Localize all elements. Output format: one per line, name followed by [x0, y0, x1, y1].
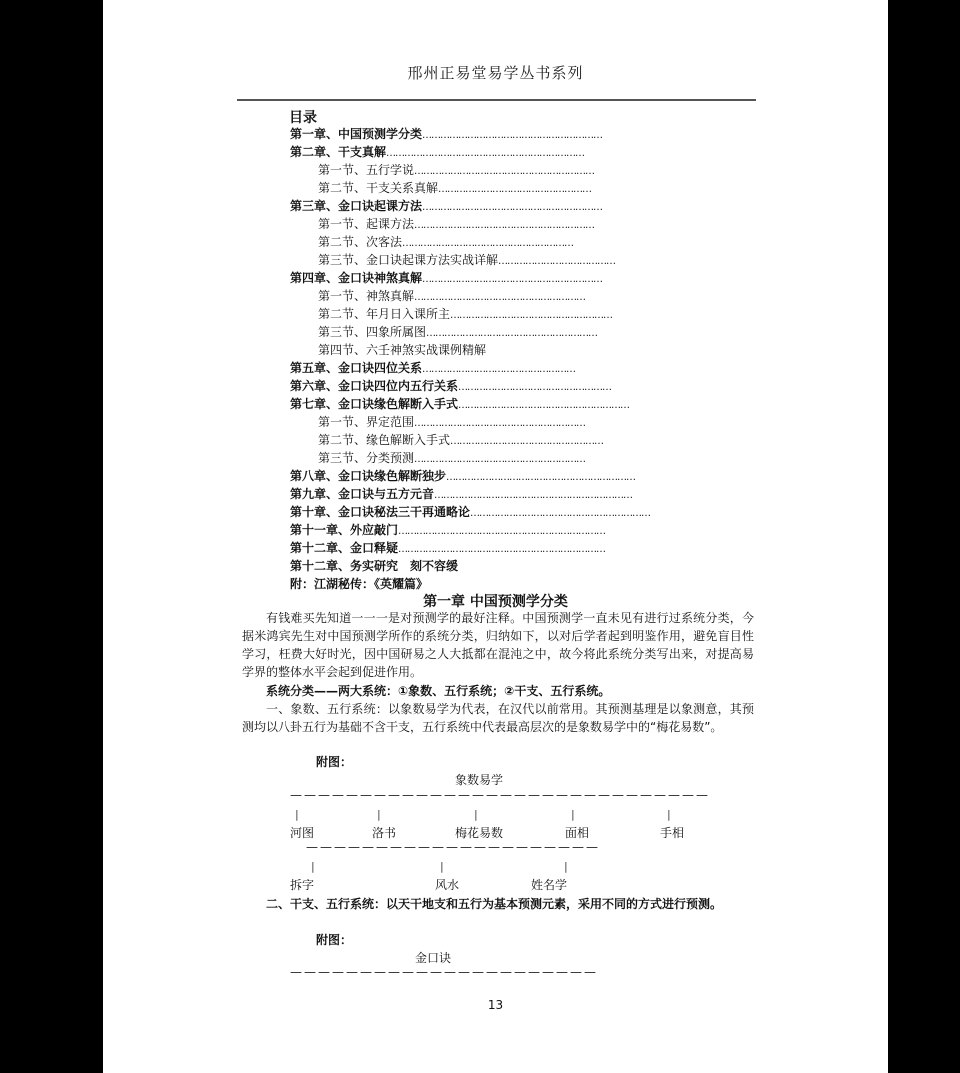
- toc-entry-label: 第四节、六壬神煞实战课例精解: [318, 343, 487, 357]
- toc-entry-label: 第七章、金口诀缘色解断入手式: [290, 397, 459, 411]
- paragraph-system-classes: 系统分类——两大系统：①象数、五行系统；②干支、五行系统。: [266, 684, 611, 698]
- toc-entry-leader: ……………………………………………………: [414, 220, 595, 231]
- toc-entry-leader: …………………………………: [498, 256, 616, 267]
- toc-entry: [318, 306, 612, 324]
- toc-entry-label: 第三章、金口诀起课方法: [290, 199, 423, 213]
- toc-entry-leader: …………………………………………………: [458, 400, 630, 411]
- document-page: [103, 0, 888, 1073]
- chapter-title: 第一章 中国预测学分类: [423, 594, 568, 610]
- toc-entry-leader: …………………………………………………………: [386, 148, 585, 159]
- figure1-branch: |: [474, 808, 478, 821]
- toc-entry-label: 第九章、金口诀与五方元音: [290, 487, 435, 501]
- figure1-branch: |: [571, 808, 575, 821]
- figure1-branch: |: [295, 808, 299, 821]
- toc-entry-label: 第二节、次客法: [318, 235, 403, 249]
- figure1-node: 洛书: [372, 826, 397, 840]
- toc-entry-label: 第一节、五行学说: [318, 163, 415, 177]
- toc-entry-leader: …………………………………………………: [402, 238, 574, 249]
- figure1-branch: |: [564, 860, 568, 873]
- toc-entry: [290, 144, 584, 162]
- toc-entry: [318, 216, 594, 234]
- toc-entry: [290, 576, 428, 592]
- toc-entry: [290, 396, 629, 414]
- toc-entry-leader: …………………………………………………: [414, 454, 586, 465]
- toc-entry: [290, 270, 602, 288]
- toc-entry: [290, 378, 611, 396]
- toc-entry: [318, 432, 603, 450]
- toc-entry-label: 第四章、金口诀神煞真解: [290, 271, 423, 285]
- figure1-branch: |: [311, 860, 315, 873]
- toc-entry-leader: ………………………………………………: [450, 310, 613, 321]
- toc-entry-label: 第三节、四象所属图: [318, 325, 427, 339]
- toc-entry: [290, 504, 650, 522]
- figure1-node: 拆字: [290, 878, 315, 892]
- figure1-branch: |: [440, 860, 444, 873]
- toc-entry-label: 第五章、金口诀四位关系: [290, 361, 423, 375]
- figure2-root: 金口诀: [415, 951, 452, 965]
- toc-entry: [290, 558, 458, 574]
- toc-entry: [290, 126, 602, 144]
- toc-entry-leader: ……………………………………………: [458, 382, 612, 393]
- toc-entry-label: 第三节、金口诀起课方法实战详解: [318, 253, 499, 267]
- toc-entry-label: 附：江湖秘传：《英耀篇》: [290, 577, 429, 591]
- figure1-node: 风水: [435, 878, 460, 892]
- toc-entry-label: 第二章、干支真解: [290, 145, 387, 159]
- toc-entry-label: 第二节、缘色解断入手式: [318, 433, 451, 447]
- toc-entry: [290, 198, 602, 216]
- figure1-node: 手相: [660, 826, 685, 840]
- figure1-connector-line-2: —————————————————————: [306, 840, 600, 854]
- figure1-branch: |: [667, 808, 671, 821]
- toc-entry-leader: …………………………………………………………: [434, 490, 633, 501]
- toc-entry: [318, 450, 585, 468]
- toc-entry: [290, 468, 635, 486]
- toc-entry: [318, 162, 594, 180]
- figure2-connector-line: ——————————————————————: [290, 965, 598, 979]
- toc-entry-label: 第三节、分类预测: [318, 451, 415, 465]
- paragraph-ganzhi-system-text: 二、干支、五行系统：以天干地支和五行为基本预测元素，采用不同的方式进行预测。: [266, 897, 723, 911]
- toc-entry: [318, 252, 615, 270]
- toc-entry-label: 第八章、金口诀缘色解断独步: [290, 469, 447, 483]
- toc-entry: [290, 486, 632, 504]
- toc-entry-label: 第二节、年月日入课所主: [318, 307, 451, 321]
- toc-entry-leader: ……………………………………………………: [414, 166, 595, 177]
- toc-entry-leader: ……………………………………………: [450, 436, 604, 447]
- figure1-connector-line: ——————————————————————————————: [290, 788, 710, 802]
- toc-entry-label: 第一节、起课方法: [318, 217, 415, 231]
- toc-entry-leader: …………………………………………………: [414, 292, 586, 303]
- running-header: 邢州正易堂易学丛书系列: [407, 64, 584, 82]
- figure1-node: 姓名学: [531, 878, 568, 892]
- toc-entry-leader: …………………………………………………: [426, 328, 598, 339]
- toc-entry-label: 第十章、金口诀秘法三干再通略论: [290, 505, 471, 519]
- toc-entry: [318, 180, 591, 198]
- toc-entry-label: 第十一章、外应敲门: [290, 523, 399, 537]
- toc-entry-leader: ……………………………………………………: [422, 274, 603, 285]
- toc-entry: [290, 360, 575, 378]
- toc-entry-leader: ……………………………………………: [422, 364, 576, 375]
- toc-entry-label: 第一节、神煞真解: [318, 289, 415, 303]
- toc-entry-label: 第二节、干支关系真解: [318, 181, 439, 195]
- toc-entry: [318, 288, 585, 306]
- toc-entry-label: 第一章、中国预测学分类: [290, 127, 423, 141]
- toc-entry-label: 第一节、界定范围: [318, 415, 415, 429]
- figure2-label: 附图：: [316, 933, 353, 947]
- toc-entry-leader: ……………………………………………………………: [398, 544, 606, 555]
- toc-entry-leader: ………………………………………………………: [446, 472, 636, 483]
- toc-entry-label: 第十二章、金口释疑: [290, 541, 399, 555]
- paragraph-intro: 有钱难买先知道一一一是对预测学的最好注释。中国预测学一直未见有进行过系统分类，今据米鸿宾先生对中国预测学所作的系统分类，归纳如下，以对后学者起到明鉴作用，避免盲目性学习，枉费大好时光，因中国研易之人大抵都在混沌之中，故今将此系统分类写出来，对提高易学界的整体水平会起到促进作用。: [242, 611, 754, 679]
- toc-entry-leader: ……………………………………………………: [422, 202, 603, 213]
- figure1-label: 附图：: [316, 755, 353, 769]
- figure1-node: 梅花易数: [455, 826, 504, 840]
- header-rule: [237, 99, 756, 101]
- toc-entry-label: 第六章、金口诀四位内五行关系: [290, 379, 459, 393]
- page-number: 13: [487, 998, 504, 1012]
- figure1-node: 河图: [290, 826, 315, 840]
- toc-title: 目录: [289, 110, 317, 126]
- paragraph-xiangshu-system: 一、象数、五行系统：以象数易学为代表，在汉代以前常用。其预测基理是以象测意，其预测均以八卦五行为基础不含干支，五行系统中代表最高层次的是象数易学中的“梅花易数”。: [242, 702, 754, 734]
- toc-entry: [318, 414, 585, 432]
- toc-entry: [318, 324, 597, 342]
- figure1-root: 象数易学: [455, 773, 504, 787]
- toc-entry: [318, 234, 573, 252]
- toc-entry: [290, 522, 605, 540]
- toc-entry-leader: ……………………………………………………: [470, 508, 651, 519]
- toc-entry-leader: ……………………………………………: [438, 184, 592, 195]
- toc-entry-leader: …………………………………………………: [414, 418, 586, 429]
- figure1-node: 面相: [565, 826, 590, 840]
- toc-entry-leader: ……………………………………………………………: [398, 526, 606, 537]
- toc-entry-leader: ……………………………………………………: [422, 130, 603, 141]
- toc-entry-label: 第十二章、务实研究 刻不容缓: [290, 559, 459, 573]
- toc-entry: [290, 540, 605, 558]
- figure1-branch: |: [377, 808, 381, 821]
- paragraph-ganzhi-system: [242, 895, 754, 913]
- toc-entry: [318, 342, 486, 358]
